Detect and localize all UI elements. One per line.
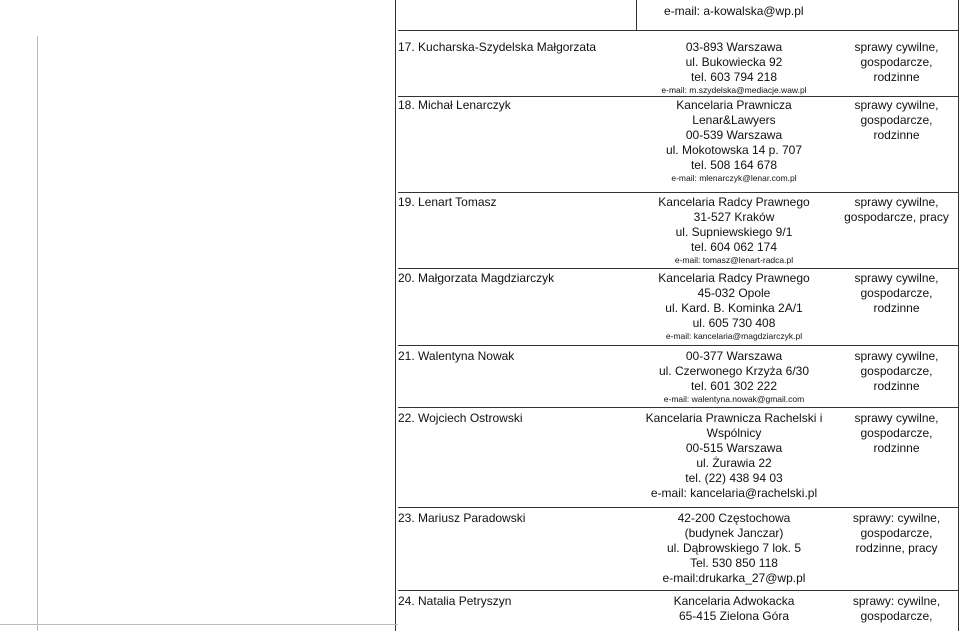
address-line: Wspólnicy bbox=[706, 426, 762, 440]
address-line: 65-415 Zielona Góra bbox=[678, 609, 790, 623]
specialty-line: sprawy cywilne, bbox=[854, 271, 939, 285]
entry-name: 17. Kucharska-Szydelska Małgorzata bbox=[398, 40, 597, 54]
specialty-line: sprawy cywilne, bbox=[854, 411, 939, 425]
entry-name: 19. Lenart Tomasz bbox=[398, 195, 497, 209]
specialty-line: gospodarcze, bbox=[860, 286, 933, 300]
table-rule bbox=[0, 624, 398, 625]
address-line: tel. 603 794 218 bbox=[690, 70, 778, 84]
address-line: 00-377 Warszawa bbox=[685, 349, 783, 363]
row-divider bbox=[398, 507, 959, 508]
address-line: ul. Żurawia 22 bbox=[696, 456, 772, 470]
entry-address bbox=[634, 349, 834, 405]
specialty-line: sprawy: cywilne, bbox=[852, 511, 941, 525]
specialty-line: gospodarcze, bbox=[860, 426, 933, 440]
entry-email: e-mail: tomasz@lenart-radca.pl bbox=[674, 255, 794, 265]
specialty-line: rodzinne, pracy bbox=[855, 541, 938, 555]
entry-specialties bbox=[834, 511, 959, 556]
address-line: tel. 604 062 174 bbox=[690, 240, 778, 254]
address-line: tel. 508 164 678 bbox=[690, 158, 778, 172]
entry-name: 18. Michał Lenarczyk bbox=[398, 98, 511, 112]
address-line: 31-527 Kraków bbox=[693, 210, 775, 224]
address-line: ul. Supniewskiego 9/1 bbox=[675, 225, 793, 239]
specialty-line: rodzinne bbox=[873, 441, 920, 455]
entry-email: e-mail: m.szydelska@mediacje.waw.pl bbox=[661, 85, 807, 95]
specialty-line: rodzinne bbox=[873, 128, 920, 142]
specialty-line: sprawy cywilne, bbox=[854, 98, 939, 112]
entry-address bbox=[634, 195, 834, 266]
entry-address bbox=[634, 40, 834, 96]
specialty-line: sprawy: cywilne, bbox=[852, 594, 941, 608]
address-line: ul. 605 730 408 bbox=[692, 316, 776, 330]
specialty-line: sprawy cywilne, bbox=[854, 195, 939, 209]
specialty-line: rodzinne bbox=[873, 379, 920, 393]
entry-email: e-mail:drukarka_27@wp.pl bbox=[662, 571, 806, 585]
specialty-line: rodzinne bbox=[873, 301, 920, 315]
entry-address bbox=[634, 271, 834, 342]
address-line: ul. Dąbrowskiego 7 lok. 5 bbox=[666, 541, 802, 555]
table-rule bbox=[37, 36, 38, 631]
table-rule bbox=[398, 30, 959, 31]
entry-address bbox=[634, 511, 834, 586]
address-line: Kancelaria Prawnicza bbox=[676, 98, 792, 112]
address-line: Kancelaria Adwokacka bbox=[673, 594, 795, 608]
row-divider bbox=[398, 345, 959, 346]
entry-address bbox=[634, 98, 834, 184]
entry-specialties bbox=[834, 98, 959, 143]
address-line: Kancelaria Prawnicza Rachelski i bbox=[645, 411, 823, 425]
address-line: ul. Kard. B. Kominka 2A/1 bbox=[665, 301, 803, 315]
specialty-line: sprawy cywilne, bbox=[854, 40, 939, 54]
entry-specialties bbox=[834, 349, 959, 394]
entry-email: e-mail: kancelaria@magdziarczyk.pl bbox=[665, 331, 803, 341]
address-line: Tel. 530 850 118 bbox=[690, 556, 778, 570]
address-line: (budynek Janczar) bbox=[684, 526, 784, 540]
row-divider bbox=[398, 268, 959, 269]
entry-specialties bbox=[834, 411, 959, 456]
entry-email: e-mail: mlenarczyk@lenar.com.pl bbox=[671, 173, 797, 183]
table-rule bbox=[636, 0, 637, 30]
specialty-line: sprawy cywilne, bbox=[854, 349, 939, 363]
address-line: ul. Czerwonego Krzyża 6/30 bbox=[658, 364, 810, 378]
entry-name: 23. Mariusz Paradowski bbox=[398, 511, 526, 525]
address-line: 03-893 Warszawa bbox=[685, 40, 783, 54]
entry-specialties bbox=[834, 594, 959, 624]
entry-specialties bbox=[834, 40, 959, 85]
address-line: ul. Mokotowska 14 p. 707 bbox=[665, 143, 803, 157]
address-line: tel. (22) 438 94 03 bbox=[685, 471, 783, 485]
entry-address bbox=[634, 411, 834, 501]
table-rule bbox=[395, 0, 396, 631]
specialty-line: gospodarcze, bbox=[860, 609, 933, 623]
address-line: ul. Bukowiecka 92 bbox=[685, 55, 783, 69]
entry-name: 20. Małgorzata Magdziarczyk bbox=[398, 271, 555, 285]
entry-name: 24. Natalia Petryszyn bbox=[398, 594, 512, 608]
entry-email: e-mail: walentyna.nowak@gmail.com bbox=[663, 394, 805, 404]
address-line: tel. 601 302 222 bbox=[690, 379, 778, 393]
address-line: 00-539 Warszawa bbox=[685, 128, 783, 142]
entry-name: 21. Walentyna Nowak bbox=[398, 349, 515, 363]
address-line: 00-515 Warszawa bbox=[685, 441, 783, 455]
entry-email: e-mail: kancelaria@rachelski.pl bbox=[650, 486, 818, 500]
specialty-line: gospodarcze, bbox=[860, 526, 933, 540]
entry-name: 22. Wojciech Ostrowski bbox=[398, 411, 523, 425]
row-divider bbox=[398, 407, 959, 408]
address-line: Kancelaria Radcy Prawnego bbox=[658, 195, 810, 209]
row-divider bbox=[398, 192, 959, 193]
previous-entry-email: e-mail: a-kowalska@wp.pl bbox=[664, 4, 804, 18]
address-line: 42-200 Częstochowa bbox=[677, 511, 791, 525]
entry-specialties bbox=[834, 195, 959, 225]
address-line: Lenar&Lawyers bbox=[692, 113, 776, 127]
specialty-line: gospodarcze, bbox=[860, 113, 933, 127]
address-line: Kancelaria Radcy Prawnego bbox=[658, 271, 810, 285]
entry-specialties bbox=[834, 271, 959, 316]
address-line: 45-032 Opole bbox=[697, 286, 771, 300]
entry-address bbox=[634, 594, 834, 624]
specialty-line: gospodarcze, bbox=[860, 364, 933, 378]
row-divider bbox=[398, 96, 959, 97]
specialty-line: gospodarcze, bbox=[860, 55, 933, 69]
specialty-line: gospodarcze, pracy bbox=[844, 210, 949, 224]
row-divider bbox=[398, 590, 959, 591]
specialty-line: rodzinne bbox=[873, 70, 920, 84]
